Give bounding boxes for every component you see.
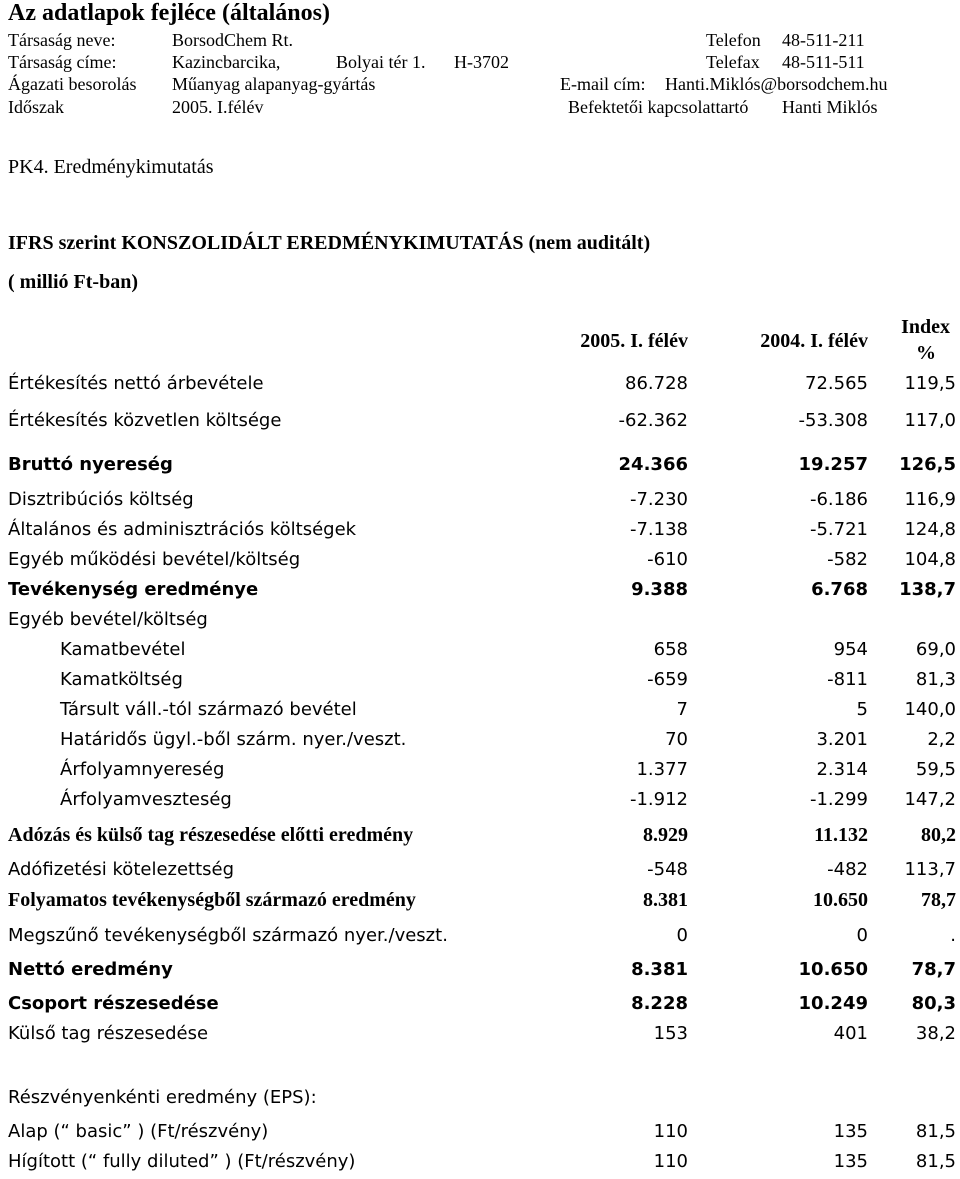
value-2004: -811 [827, 669, 868, 690]
row-label: Egyéb működési bevétel/költség [8, 549, 301, 570]
value-index: 124,8 [904, 519, 956, 540]
company-label: Társaság neve: [8, 30, 116, 50]
value-2004: 954 [833, 639, 868, 660]
table-row [0, 519, 960, 547]
value-index: 81,3 [915, 669, 956, 690]
value-2005: -610 [647, 549, 688, 570]
value-2004: 72.565 [805, 373, 868, 394]
period-label: Időszak [8, 97, 64, 117]
value-2005: 8.381 [631, 959, 688, 980]
address-zip: H-3702 [454, 52, 509, 72]
table-row [0, 824, 960, 852]
value-2005: 0 [676, 925, 688, 946]
table-row [0, 925, 960, 953]
table-row [0, 549, 960, 577]
value-2005: -548 [647, 859, 688, 880]
value-2004: -5.721 [809, 519, 868, 540]
value-index: . [950, 925, 956, 946]
value-2005: 110 [653, 1151, 688, 1172]
table-row [0, 993, 960, 1021]
value-2005: 1.377 [636, 759, 688, 780]
table-row [0, 729, 960, 757]
value-index: 80,2 [921, 824, 956, 846]
table-row [0, 669, 960, 697]
table-row [0, 579, 960, 607]
value-index: 140,0 [904, 699, 956, 720]
column-header-percent: % [916, 342, 936, 364]
value-2004: -482 [827, 859, 868, 880]
value-index: 104,8 [904, 549, 956, 570]
value-2004: 10.650 [798, 959, 868, 980]
table-row [0, 959, 960, 987]
table-row [0, 699, 960, 727]
value-2004: 10.249 [798, 993, 868, 1014]
address-city: Kazincbarcika, [172, 52, 281, 72]
company-value: BorsodChem Rt. [172, 30, 294, 50]
row-label: Folyamatos tevékenységből származó eredmény [8, 889, 416, 911]
page-title: Az adatlapok fejléce (általános) [8, 0, 330, 26]
email-label: E-mail cím: [560, 74, 646, 94]
table-row [0, 454, 960, 482]
value-index: 78,7 [911, 959, 956, 980]
value-2004: 0 [856, 925, 868, 946]
value-index: 147,2 [904, 789, 956, 810]
value-2005: 24.366 [618, 454, 688, 475]
value-index: 119,5 [904, 373, 956, 394]
value-index: 69,0 [915, 639, 956, 660]
section-code: PK4. Eredménykimutatás [8, 156, 214, 178]
row-label: Árfolyamveszteség [60, 789, 232, 810]
period-value: 2005. I.félév [172, 97, 264, 117]
row-label: Alap (“ basic” ) (Ft/részvény) [8, 1121, 269, 1142]
table-row [0, 609, 960, 637]
sector-value: Műanyag alapanyag-gyártás [172, 74, 376, 94]
address-street: Bolyai tér 1. [336, 52, 426, 72]
row-label: Nettó eredmény [8, 959, 173, 980]
row-label: Árfolyamnyereség [60, 759, 225, 780]
value-index: 81,5 [915, 1121, 956, 1142]
value-2005: 8.228 [631, 993, 688, 1014]
value-2004: 135 [833, 1151, 868, 1172]
column-header-index: Index [901, 316, 950, 338]
value-2004: -6.186 [809, 489, 868, 510]
row-label: Kamatbevétel [60, 639, 186, 660]
row-label: Adófizetési kötelezettség [8, 859, 235, 880]
row-label: Határidős ügyl.-ből szárm. nyer./veszt. [60, 729, 407, 750]
value-2005: 7 [676, 699, 688, 720]
value-index: 81,5 [915, 1151, 956, 1172]
value-2004: -582 [827, 549, 868, 570]
report-title: IFRS szerint KONSZOLIDÁLT EREDMÉNYKIMUTATÁS (nem auditált) [8, 232, 651, 254]
value-2004: 3.201 [816, 729, 868, 750]
row-label: Csoport részesedése [8, 993, 219, 1014]
value-2005: 86.728 [625, 373, 688, 394]
value-2004: 19.257 [798, 454, 868, 475]
row-label: Kamatköltség [60, 669, 183, 690]
value-2005: -62.362 [618, 410, 688, 431]
ir-value: Hanti Miklós [782, 97, 878, 117]
value-2004: 6.768 [811, 579, 868, 600]
value-2005: 658 [653, 639, 688, 660]
table-row [0, 1121, 960, 1149]
fax-value: 48-511-511 [782, 52, 865, 72]
value-index: 78,7 [921, 889, 956, 911]
value-index: 138,7 [899, 579, 956, 600]
fax-label: Telefax [706, 52, 760, 72]
table-row [0, 1023, 960, 1051]
value-index: 80,3 [911, 993, 956, 1014]
row-label: Külső tag részesedése [8, 1023, 209, 1044]
unit-label: ( millió Ft-ban) [8, 271, 138, 293]
value-2004: 5 [856, 699, 868, 720]
value-index: 59,5 [915, 759, 956, 780]
value-2004: 11.132 [814, 824, 868, 846]
value-index: 38,2 [915, 1023, 956, 1044]
value-2004: -1.299 [809, 789, 868, 810]
table-row [0, 789, 960, 817]
table-row [0, 639, 960, 667]
sector-label: Ágazati besorolás [8, 74, 137, 94]
value-2004: -53.308 [798, 410, 868, 431]
table-row [0, 373, 960, 401]
row-label: Általános és adminisztrációs költségek [8, 519, 357, 540]
value-2004: 401 [833, 1023, 868, 1044]
row-label: Részvényenkénti eredmény (EPS): [8, 1087, 317, 1108]
row-label: Tevékenység eredménye [8, 579, 259, 600]
address-label: Társaság címe: [8, 52, 117, 72]
column-header-2005: 2005. I. félév [580, 330, 688, 352]
phone-value: 48-511-211 [782, 30, 865, 50]
row-label: Értékesítés közvetlen költsége [8, 410, 282, 431]
value-index: 116,9 [904, 489, 956, 510]
table-row [0, 759, 960, 787]
value-index: 2,2 [927, 729, 956, 750]
value-index: 126,5 [899, 454, 956, 475]
value-2005: 153 [653, 1023, 688, 1044]
value-2004: 10.650 [813, 889, 868, 911]
phone-label: Telefon [706, 30, 761, 50]
value-2005: -659 [647, 669, 688, 690]
value-2004: 2.314 [816, 759, 868, 780]
table-row [0, 410, 960, 438]
value-2005: 9.388 [631, 579, 688, 600]
ir-label: Befektetői kapcsolattartó [568, 97, 749, 117]
value-index: 113,7 [904, 859, 956, 880]
value-2005: 8.381 [643, 889, 688, 911]
row-label: Megszűnő tevékenységből származó nyer./veszt. [8, 925, 448, 946]
column-header-2004: 2004. I. félév [760, 330, 868, 352]
row-label: Egyéb bevétel/költség [8, 609, 208, 630]
table-row [0, 1151, 960, 1179]
row-label: Társult váll.-tól származó bevétel [60, 699, 357, 720]
table-row [0, 1087, 960, 1115]
value-2005: -1.912 [629, 789, 688, 810]
row-label: Disztribúciós költség [8, 489, 194, 510]
value-2004: 135 [833, 1121, 868, 1142]
value-index: 117,0 [904, 410, 956, 431]
value-2005: 8.929 [643, 824, 688, 846]
email-value: Hanti.Miklós@borsodchem.hu [665, 74, 888, 94]
value-2005: -7.138 [629, 519, 688, 540]
value-2005: -7.230 [629, 489, 688, 510]
value-2005: 70 [665, 729, 688, 750]
table-row [0, 889, 960, 917]
row-label: Bruttó nyereség [8, 454, 173, 475]
row-label: Hígított (“ fully diluted” ) (Ft/részvény) [8, 1151, 356, 1172]
row-label: Értékesítés nettó árbevétele [8, 373, 264, 394]
value-2005: 110 [653, 1121, 688, 1142]
table-row [0, 859, 960, 887]
table-row [0, 489, 960, 517]
row-label: Adózás és külső tag részesedése előtti eredmény [8, 824, 414, 846]
